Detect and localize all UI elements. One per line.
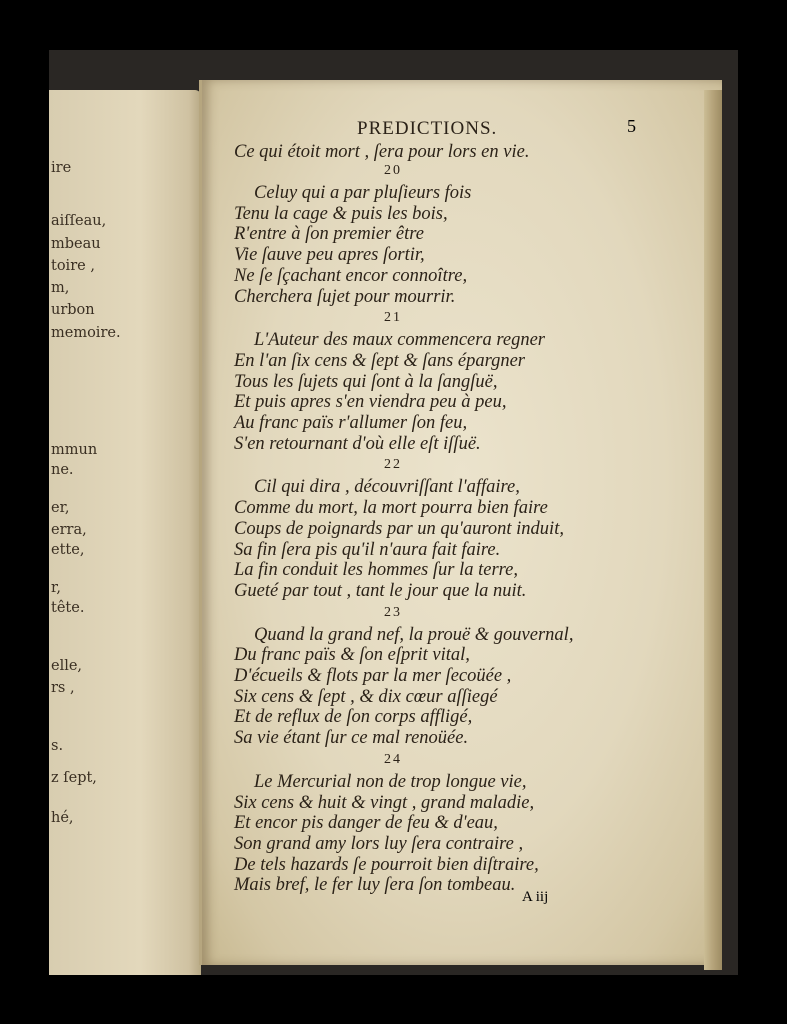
verse-line: Cil qui dira , découvriſſant l'affaire, <box>254 477 520 498</box>
left-page-fragment: z ſept, <box>51 770 97 786</box>
verse-line: Mais bref, le fer luy ſera ſon tombeau. <box>234 875 516 896</box>
left-page-fragment: r, <box>51 580 61 596</box>
left-page-fragment: ire <box>51 160 72 176</box>
verse-line: Cherchera ſujet pour mourrir. <box>234 286 456 307</box>
signature-mark: A iij <box>522 889 549 905</box>
verse-line: S'en retournant d'où elle eſt iſſuë. <box>234 433 481 454</box>
verse-line: Le Mercurial non de trop longue vie, <box>254 771 527 792</box>
verse-line: D'écueils & flots par la mer ſecoüée , <box>234 666 512 686</box>
stanza-number: 22 <box>384 457 402 473</box>
verse-line: Du franc païs & ſon eſprit vital, <box>234 645 470 666</box>
stanza-number: 20 <box>384 163 402 178</box>
verse-line: Et puis apres s'en viendra peu à peu, <box>234 392 507 413</box>
left-page-fragment: ette, <box>51 542 85 558</box>
verse-line: Gueté par tout , tant le jour que la nuit. <box>234 580 527 601</box>
left-page-fragment: elle, <box>51 658 83 674</box>
verse-line: Quand la grand nef, la prouë & gouvernal, <box>254 624 574 645</box>
left-page-fragment: m, <box>51 280 70 296</box>
page-edge <box>704 90 722 970</box>
verse-line: L'Auteur des maux commencera regner <box>254 330 545 351</box>
stanza-number: 21 <box>384 310 402 326</box>
left-page-fragment: mbeau <box>51 236 101 252</box>
stanza-number: 23 <box>384 604 402 620</box>
verse-line: Sa fin ſera pis qu'il n'aura fait faire. <box>234 539 501 560</box>
running-header: PREDICTIONS. <box>357 118 498 139</box>
verse-line: De tels hazards ſe pourroit bien diſtraire, <box>234 854 539 875</box>
verse-line: Son grand amy lors luy ſera contraire , <box>234 833 524 854</box>
left-page-fragment: mmun <box>51 442 98 458</box>
left-page-fragment: urbon <box>51 302 95 318</box>
left-page-fragment: ne. <box>51 462 74 478</box>
verse-line: Sa vie étant ſur ce mal renoüée. <box>234 728 469 749</box>
left-page-fragment: s. <box>51 738 64 754</box>
right-page <box>199 80 722 965</box>
opening-line: Ce qui étoit mort , ſera pour lors en vie. <box>234 142 530 162</box>
left-page-fragment: tête. <box>51 600 85 616</box>
left-page-fragment: hé, <box>51 810 74 826</box>
left-page-fragment: er, <box>51 500 70 516</box>
left-page-fragment: rs , <box>51 680 75 696</box>
left-page-fragment: aiſſeau, <box>51 213 107 229</box>
left-page-fragment: memoire. <box>51 325 121 341</box>
verse-line: Comme du mort, la mort pourra bien faire <box>234 498 548 519</box>
book-photograph <box>49 50 738 975</box>
left-page-fragment: erra, <box>51 522 87 538</box>
verse-line: Au franc païs r'allumer ſon feu, <box>234 413 468 433</box>
verse-line: Coups de poignards par un qu'auront induit, <box>234 518 564 539</box>
verse-line: Ne ſe ſçachant encor connoître, <box>234 265 468 286</box>
verse-line: Tenu la cage & puis les bois, <box>234 203 448 224</box>
verse-line: Et encor pis danger de feu & d'eau, <box>234 813 498 834</box>
left-page-fragment: toire , <box>51 258 95 274</box>
verse-line: Tous les ſujets qui ſont à la ſangſuë, <box>234 371 498 392</box>
verse-line: Six cens & huit & vingt , grand maladie, <box>234 792 535 813</box>
left-page <box>49 90 201 975</box>
verse-line: En l'an ſix cens & ſept & ſans épargner <box>234 350 526 371</box>
verse-line: Celuy qui a par pluſieurs fois <box>254 183 472 203</box>
verse-line: R'entre à ſon premier être <box>234 224 424 245</box>
verse-line: Vie ſauve peu apres ſortir, <box>234 245 425 266</box>
verse-line: Et de reflux de ſon corps affligé, <box>234 707 473 728</box>
verse-line: La fin conduit les hommes ſur la terre, <box>234 560 518 581</box>
page-number: 5 <box>627 116 636 136</box>
stanza-number: 24 <box>384 751 402 767</box>
verse-line: Six cens & ſept , & dix cœur aſſiegé <box>234 686 498 707</box>
